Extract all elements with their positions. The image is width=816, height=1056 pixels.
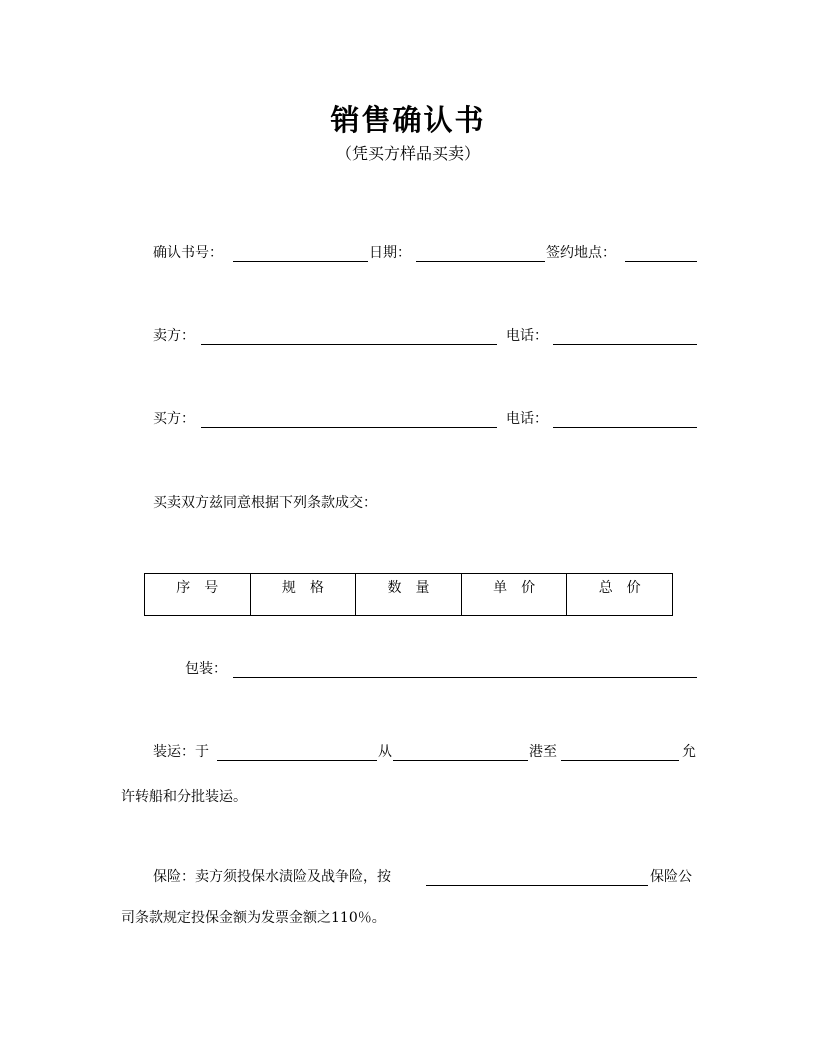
packing-field[interactable] <box>233 677 697 678</box>
header-total-price: 总 价 <box>567 574 673 616</box>
goods-table <box>144 573 673 616</box>
confirm-no-label: 确认书号： <box>153 245 223 261</box>
seller-field[interactable] <box>201 344 497 345</box>
shipment-date-field[interactable] <box>217 760 377 761</box>
insurance-suffix: 保险公 <box>650 869 692 885</box>
buyer-phone-field[interactable] <box>553 427 697 428</box>
shipment-to-port-field[interactable] <box>561 760 679 761</box>
buyer-phone-label: 电话： <box>506 411 548 427</box>
shipment-from-label: 从 <box>378 744 392 760</box>
buyer-label: 买方： <box>153 411 195 427</box>
header-quantity: 数 量 <box>356 574 462 616</box>
header-serial: 序 号 <box>145 574 251 616</box>
agreement-text: 买卖双方兹同意根据下列条款成交： <box>153 495 377 511</box>
date-field[interactable] <box>416 261 545 262</box>
info-row <box>0 243 816 265</box>
shipment-prefix: 装运：于 <box>153 744 209 760</box>
packing-row <box>0 659 816 681</box>
shipment-line2: 许转船和分批装运。 <box>121 789 247 805</box>
packing-label: 包装： <box>185 661 227 677</box>
buyer-field[interactable] <box>201 427 497 428</box>
seller-row <box>0 326 816 348</box>
shipment-suffix: 允 <box>682 744 696 760</box>
table-header-row <box>145 574 673 616</box>
place-label: 签约地点： <box>546 245 616 261</box>
shipment-to-label: 港至 <box>529 744 557 760</box>
insurance-row <box>0 867 816 889</box>
document-subtitle: （凭买方样品买卖） <box>335 144 480 163</box>
confirm-no-field[interactable] <box>233 261 368 262</box>
seller-phone-label: 电话： <box>506 328 548 344</box>
shipment-row <box>0 742 816 764</box>
insurance-prefix: 保险：卖方须投保水渍险及战争险，按 <box>153 869 391 885</box>
seller-label: 卖方： <box>153 328 195 344</box>
buyer-row <box>0 409 816 431</box>
insurance-company-field[interactable] <box>426 885 648 886</box>
date-label: 日期： <box>369 245 411 261</box>
place-field[interactable] <box>625 261 697 262</box>
document-title: 销售确认书 <box>330 103 486 137</box>
header-spec: 规 格 <box>250 574 356 616</box>
seller-phone-field[interactable] <box>553 344 697 345</box>
insurance-line2: 司条款规定投保金额为发票金额之110％。 <box>121 910 386 926</box>
shipment-from-port-field[interactable] <box>393 760 528 761</box>
header-unit-price: 单 价 <box>461 574 567 616</box>
